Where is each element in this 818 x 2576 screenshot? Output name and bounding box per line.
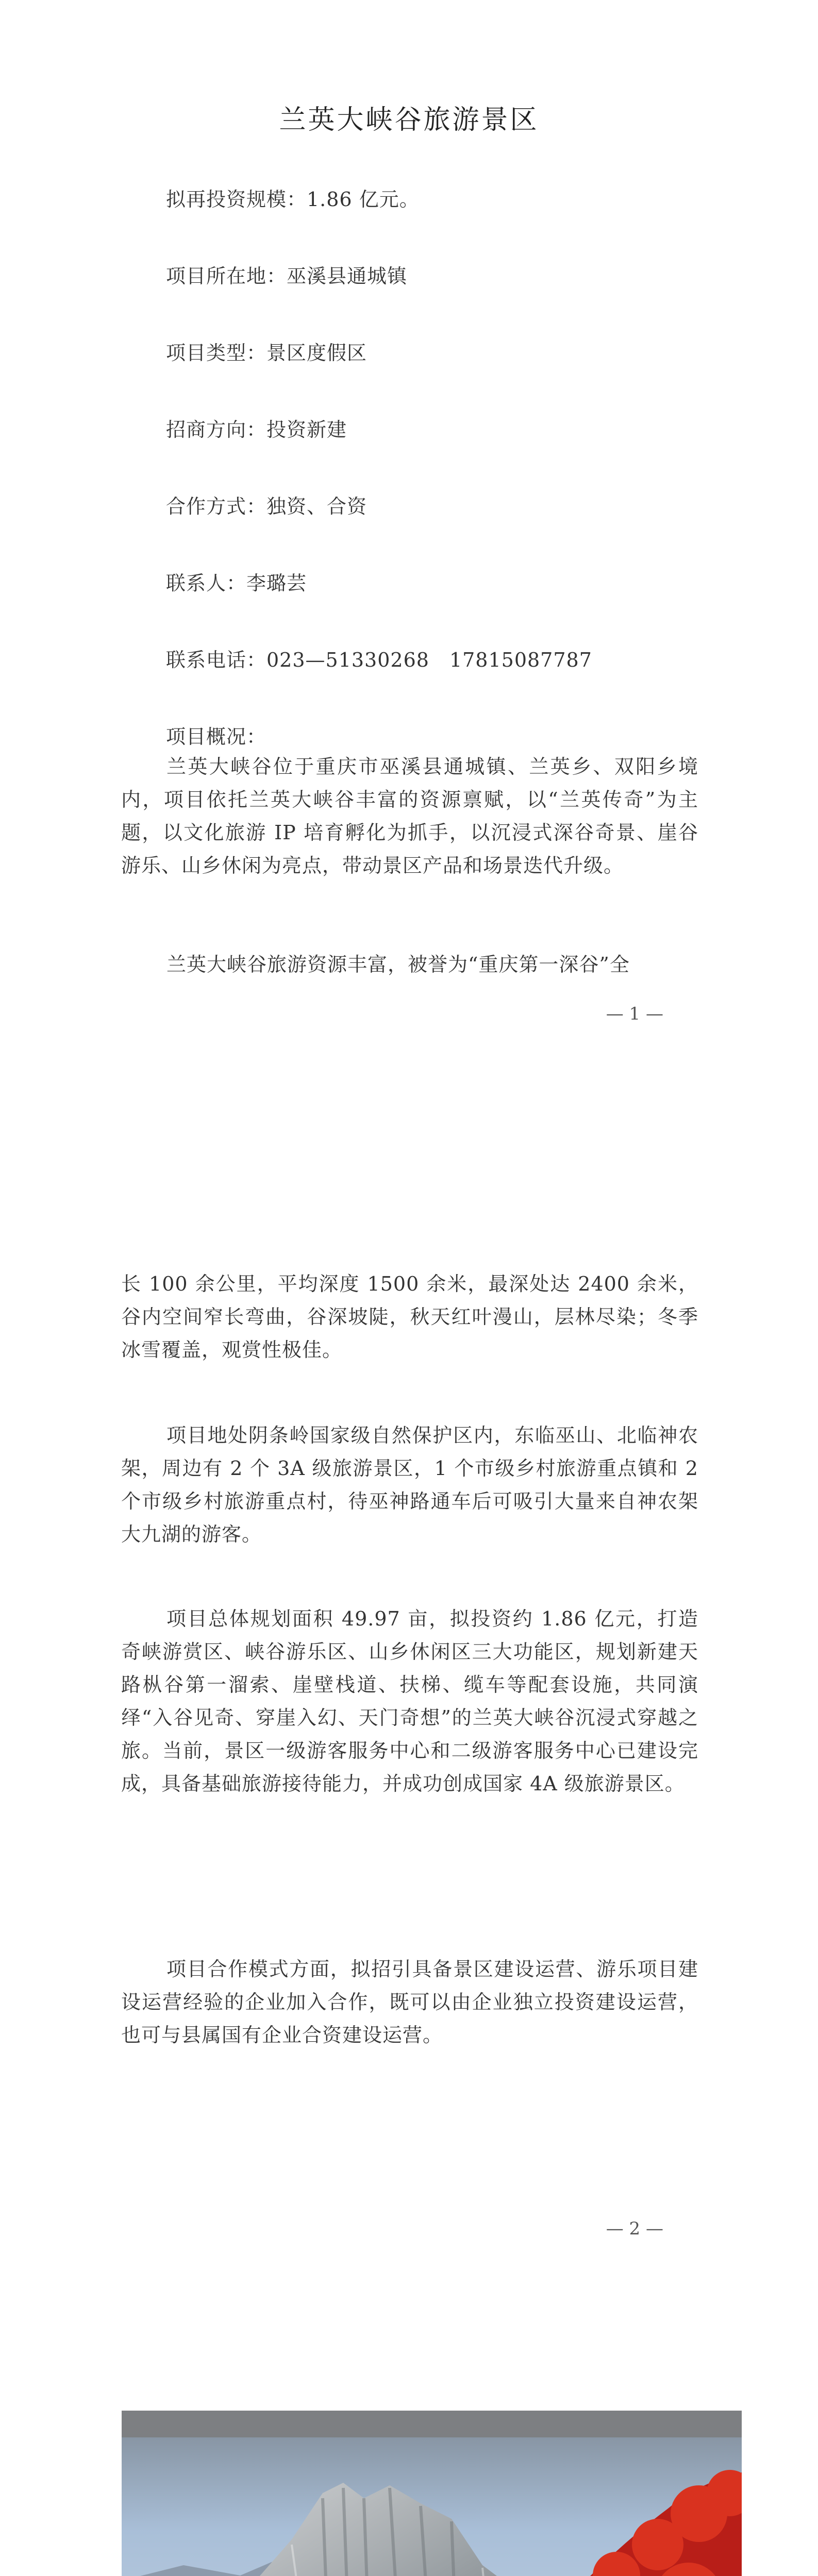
page-number-text: — 2 —	[606, 2218, 663, 2239]
paragraph-cooperation: 项目合作模式方面，拟招引具备景区建设运营、游乐项目建设运营经验的企业加入合作，既可以由企业独立投资建设运营，也可与县属国有企业合资建设运营。	[121, 1958, 698, 2046]
page-1	[0, 0, 818, 1157]
paragraph-surroundings: 项目地处阴条岭国家级自然保护区内，东临巫山、北临神农架，周边有 2 个 3A 级旅游景区，1 个市级乡村旅游重点镇和 2 个市级乡村旅游重点村，待巫神路通车后可吸引大量来自神农架大九湖的游客。	[121, 1424, 698, 1546]
paragraph-resources-cont: 长 100 余公里，平均深度 1500 余米，最深处达 2400 余米，谷内空间窄长弯曲，谷深坡陡，秋天红叶漫山，层林尽染；冬季冰雪覆盖，观赏性极佳。	[121, 1273, 698, 1361]
phone-field: 联系电话：023—51330268 17815087787	[166, 649, 592, 671]
page-3	[0, 2313, 818, 2576]
mountain-photo-graphic	[122, 2411, 742, 2576]
page-number	[0, 2218, 818, 2239]
overview-label: 项目概况：	[166, 725, 267, 748]
paragraph-location: 兰英大峡谷位于重庆市巫溪县通城镇、兰英乡、双阳乡境内，项目依托兰英大峡谷丰富的资源禀赋，以“兰英传奇”为主题，以文化旅游 IP 培育孵化为抓手，以沉浸式深谷奇景、崖谷游乐、山乡休闲为亮点，带动景区产品和场景迭代升级。	[121, 755, 698, 877]
cooperation-field: 合作方式：独资、合资	[166, 495, 368, 518]
contact-field: 联系人：李璐芸	[166, 572, 307, 595]
type-field: 项目类型：景区度假区	[166, 342, 368, 364]
page-number-text: — 1 —	[606, 1004, 663, 1024]
direction-field: 招商方向：投资新建	[166, 418, 347, 441]
paragraph-resources-start: 兰英大峡谷旅游资源丰富，被誉为“重庆第一深谷”全	[166, 953, 630, 976]
page-number	[0, 1004, 818, 1024]
location-field: 项目所在地：巫溪县通城镇	[166, 265, 408, 287]
investment-field: 拟再投资规模：1.86 亿元。	[166, 188, 420, 211]
paragraph-planning: 项目总体规划面积 49.97 亩，拟投资约 1.86 亿元，打造奇峡游赏区、峡谷游乐区、山乡休闲区三大功能区，规划新建天路枞谷第一溜索、崖壁栈道、扶梯、缆车等配套设施，共同演绎“入谷见奇、穿崖入幻、天门奇想”的兰英大峡谷沉浸式穿越之旅。当前，景区一级游客服务中心和二级游客服务中心已建设完成，具备基础旅游接待能力，并成功创成国家 4A 级旅游景区。	[121, 1607, 698, 1795]
page-2	[0, 1157, 818, 2313]
document-title: 兰英大峡谷旅游景区	[279, 105, 539, 135]
mountain-red-foliage-photo	[122, 2411, 742, 2576]
